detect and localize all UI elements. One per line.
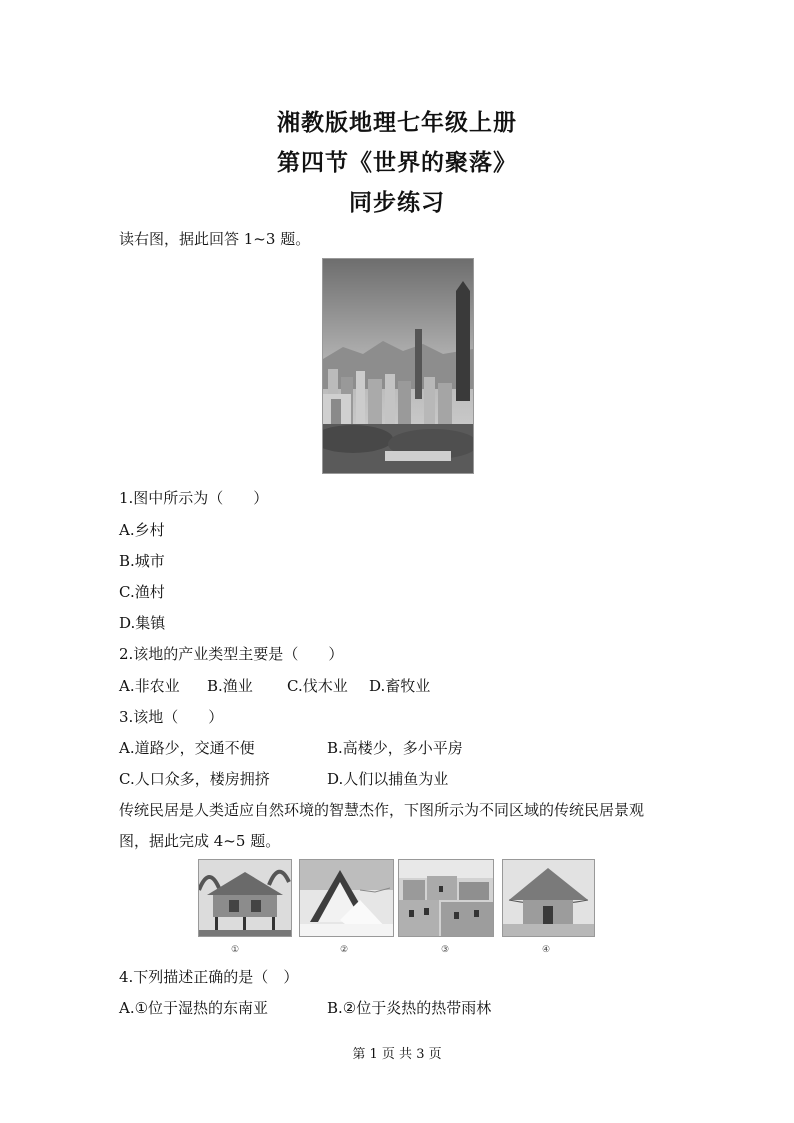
q3-option-a: A.道路少，交通不便 [119,739,255,757]
city-skyline-photo [322,258,474,474]
q2-option-c: C.伐木业 [287,677,348,695]
doc-subtitle-2: 同步练习 [349,189,445,216]
q2-options [119,675,430,696]
doc-subtitle: 第四节《世界的聚落》 [277,149,517,176]
house-caption-4: ④ [541,945,551,955]
q4-option-a: A.①位于湿热的东南亚 [119,999,269,1017]
q1-option-d: D.集镇 [119,614,166,632]
intro-text-2: 传统民居是人类适应自然环境的智慧杰作，下图所示为不同区域的传统民居景观 [119,801,645,819]
q1-stem: 1.图中所示为（ ） [119,489,269,507]
house-caption-2: ② [339,945,349,955]
q1-option-a: A.乡村 [119,521,165,539]
house-photo-2 [299,859,394,937]
q2-option-a: A.非农业 [119,677,180,695]
q3-option-d: D.人们以捕鱼为业 [327,770,449,788]
q1-option-b: B.城市 [119,552,165,570]
page-footer: 第 1 页 共 3 页 [352,1047,442,1062]
q2-option-d: D.畜牧业 [369,677,431,695]
intro-text-2b: 图，据此完成 4~5 题。 [119,832,281,850]
house-caption-1: ① [230,945,240,955]
q3-options-row2 [119,768,448,789]
house-photo-3 [398,859,494,937]
q4-stem: 4.下列描述正确的是（ ） [119,968,299,986]
q2-option-b: B.渔业 [207,677,253,695]
house-photo-1 [198,859,292,937]
house-photo-4 [502,859,595,937]
q3-option-c: C.人口众多，楼房拥挤 [119,770,270,788]
intro-text-1: 读右图，据此回答 1~3 题。 [119,230,311,248]
q1-option-c: C.渔村 [119,583,165,601]
q3-stem: 3.该地（ ） [119,708,224,726]
q2-stem: 2.该地的产业类型主要是（ ） [119,645,344,663]
q4-option-b: B.②位于炎热的热带雨林 [327,999,492,1017]
q3-options-row1 [119,737,463,758]
doc-title: 湘教版地理七年级上册 [277,109,517,136]
q4-options [119,997,491,1018]
q3-option-b: B.高楼少，多小平房 [327,739,463,757]
house-caption-3: ③ [440,945,450,955]
